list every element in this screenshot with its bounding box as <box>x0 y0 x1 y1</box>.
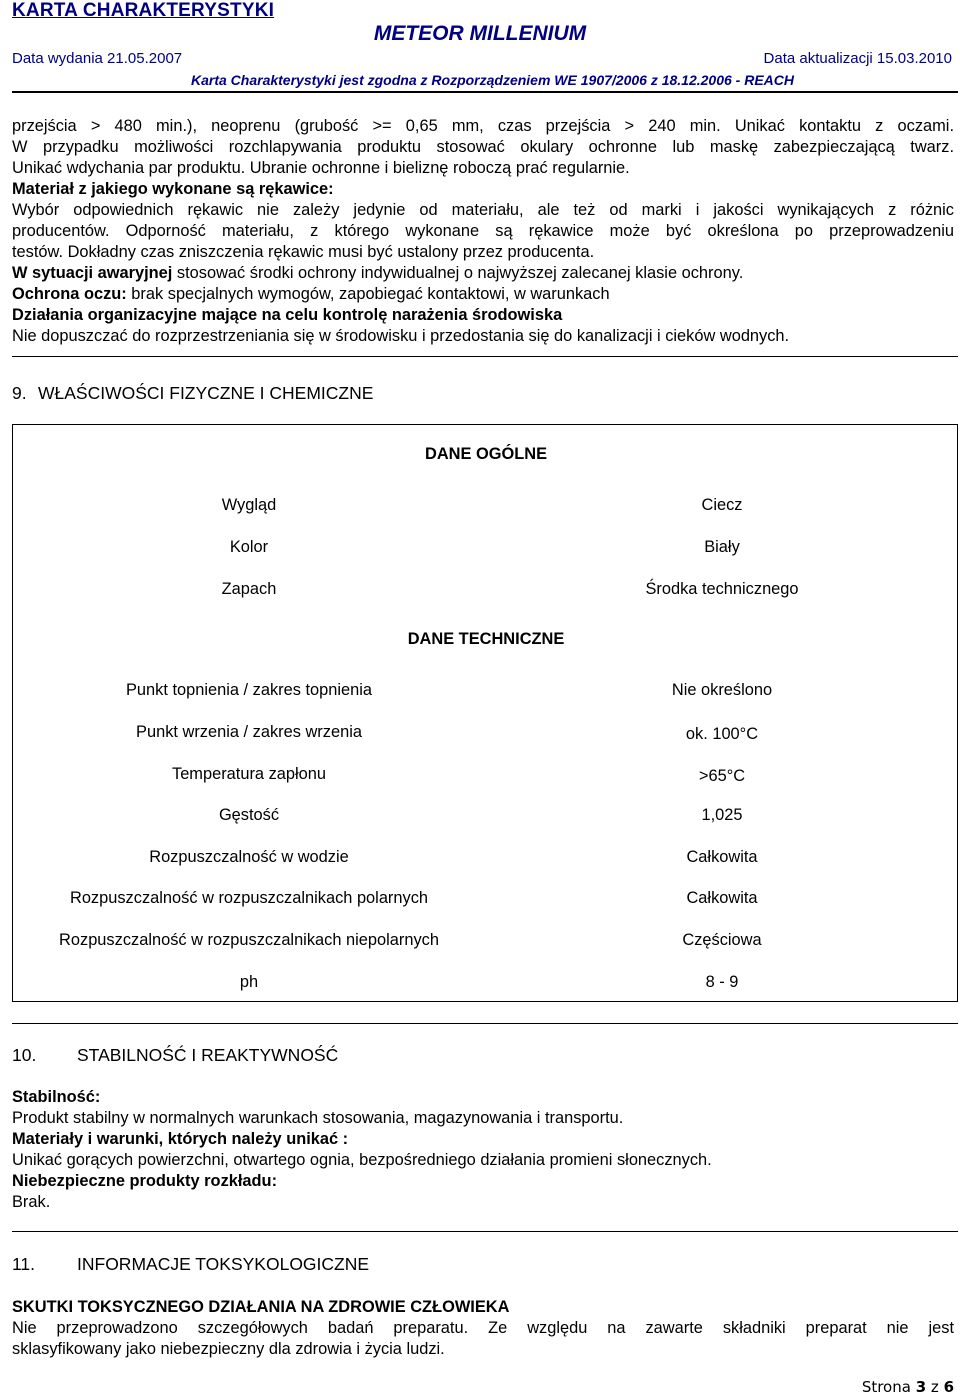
stability-text: Produkt stabilny w normalnych warunkach stosowania, magazynowania i transportu. <box>12 1109 624 1127</box>
property-value: ok. 100°C <box>685 725 759 743</box>
avoid-heading: Materiały i warunki, których należy unikać : <box>12 1130 349 1148</box>
update-date: Data aktualizacji 15.03.2010 <box>763 50 952 67</box>
section11-title: INFORMACJE TOKSYKOLOGICZNE <box>77 1254 370 1274</box>
regulation-note: Karta Charakterystyki jest zgodna z Rozporządzeniem WE 1907/2006 z 18.12.2006 - REACH <box>190 72 794 88</box>
section11-number: 11. <box>12 1254 36 1274</box>
product-name: METEOR MILLENIUM <box>373 22 587 45</box>
emergency-paragraph <box>12 263 954 284</box>
section10-number: 10. <box>12 1045 37 1065</box>
section8-line-3: Unikać wdychania par produktu. Ubranie ochronne i bieliznę roboczą prać regularnie. <box>12 159 630 177</box>
page-number <box>862 1378 954 1396</box>
gloves-heading: Materiał z jakiego wykonane są rękawice: <box>12 180 334 198</box>
properties-table <box>12 424 958 1002</box>
issue-date: Data wydania 21.05.2007 <box>12 50 183 67</box>
property-value: Całkowita <box>686 848 758 866</box>
property-label: Punkt wrzenia / zakres wrzenia <box>136 723 362 741</box>
stability-heading: Stabilność: <box>12 1088 101 1106</box>
section-divider <box>12 356 958 357</box>
property-label: Rozpuszczalność w rozpuszczalnikach niepolarnych <box>59 931 439 949</box>
decomposition-text: Brak. <box>12 1193 51 1211</box>
section-divider <box>12 1231 958 1232</box>
property-label: ph <box>239 973 259 991</box>
header-divider <box>12 91 958 93</box>
technical-data-heading: DANE TECHNICZNE <box>407 630 565 648</box>
property-label: Rozpuszczalność w rozpuszczalnikach polarnych <box>69 889 429 907</box>
property-label: Punkt topnienia / zakres topnienia <box>125 681 373 699</box>
emergency-label: W sytuacji awaryjnej <box>12 264 173 282</box>
page-current: 3 <box>915 1378 927 1396</box>
property-value: >65°C <box>698 767 746 785</box>
property-value: Nie określono <box>671 681 773 699</box>
gloves-text-1: Wybór odpowiednich rękawic nie zależy jedynie od materiału, ale też od marki i jakości wynikających z różnic <box>12 201 954 219</box>
emergency-text: stosować środki ochrony indywidualnej o najwyższej zalecanej klasie ochrony. <box>172 264 744 282</box>
page-of: z <box>926 1378 944 1396</box>
gloves-text-2: producentów. Odporność materiału, z którego wykonane są rękawice może być określona po przeprowadzeniu <box>12 222 954 240</box>
property-value: Całkowita <box>686 889 758 907</box>
decomposition-heading: Niebezpieczne produkty rozkładu: <box>12 1172 278 1190</box>
section10-title: STABILNOŚĆ I REAKTYWNOŚĆ <box>77 1045 339 1065</box>
health-effects-heading: SKUTKI TOKSYCZNEGO DZIAŁANIA NA ZDROWIE CZŁOWIEKA <box>12 1298 510 1316</box>
property-label: Gęstość <box>218 806 280 824</box>
property-value: Środka technicznego <box>645 580 799 598</box>
section8-line-2: W przypadku możliwości rozchlapywania produktu stosować okulary ochronne lub maskę zabezpieczającą twarz. <box>12 138 954 156</box>
avoid-text: Unikać gorących powierzchni, otwartego ognia, bezpośredniego działania promieni słonecznych. <box>12 1151 712 1169</box>
gloves-text-3: testów. Dokładny czas zniszczenia rękawic musi być ustalony przez producenta. <box>12 243 595 261</box>
page-prefix: Strona <box>861 1378 916 1396</box>
document-title: KARTA CHARAKTERYSTYKI <box>12 0 275 21</box>
property-label: Rozpuszczalność w wodzie <box>149 848 349 866</box>
eye-protection-text: brak specjalnych wymogów, zapobiegać kontaktowi, w warunkach <box>126 285 610 303</box>
org-measures-text: Nie dopuszczać do rozprzestrzeniania się w środowisku i przedostania się do kanalizacji i cieków wodnych. <box>12 327 790 345</box>
property-value: Częściowa <box>682 931 762 949</box>
org-measures-heading: Działania organizacyjne mające na celu kontrolę narażenia środowiska <box>12 306 563 324</box>
property-label: Kolor <box>229 538 269 556</box>
general-data-heading: DANE OGÓLNE <box>424 445 548 463</box>
page-total: 6 <box>943 1378 954 1396</box>
property-label: Zapach <box>221 580 277 598</box>
property-value: Ciecz <box>701 496 743 514</box>
property-label: Wygląd <box>221 496 277 514</box>
health-effects-text-2: sklasyfikowany jako niebezpieczny dla zdrowia i życia ludzi. <box>12 1340 445 1358</box>
section9-title: WŁAŚCIWOŚCI FIZYCZNE I CHEMICZNE <box>38 383 374 403</box>
property-value: 8 - 9 <box>705 973 739 991</box>
property-label: Temperatura zapłonu <box>172 765 326 783</box>
health-effects-text-1: Nie przeprowadzono szczegółowych badań preparatu. Ze względu na zawarte składniki preparat nie jest <box>12 1319 954 1337</box>
property-value: 1,025 <box>701 806 743 824</box>
eye-protection-paragraph <box>12 284 954 305</box>
section9-number: 9. <box>12 383 27 403</box>
eye-protection-label: Ochrona oczu: <box>12 285 127 303</box>
section-divider <box>12 1023 958 1024</box>
section8-line-1: przejścia > 480 min.), neoprenu (grubość >= 0,65 mm, czas przejścia > 240 min. Unikać kontaktu z oczami. <box>12 117 954 135</box>
property-value: Biały <box>704 538 740 556</box>
